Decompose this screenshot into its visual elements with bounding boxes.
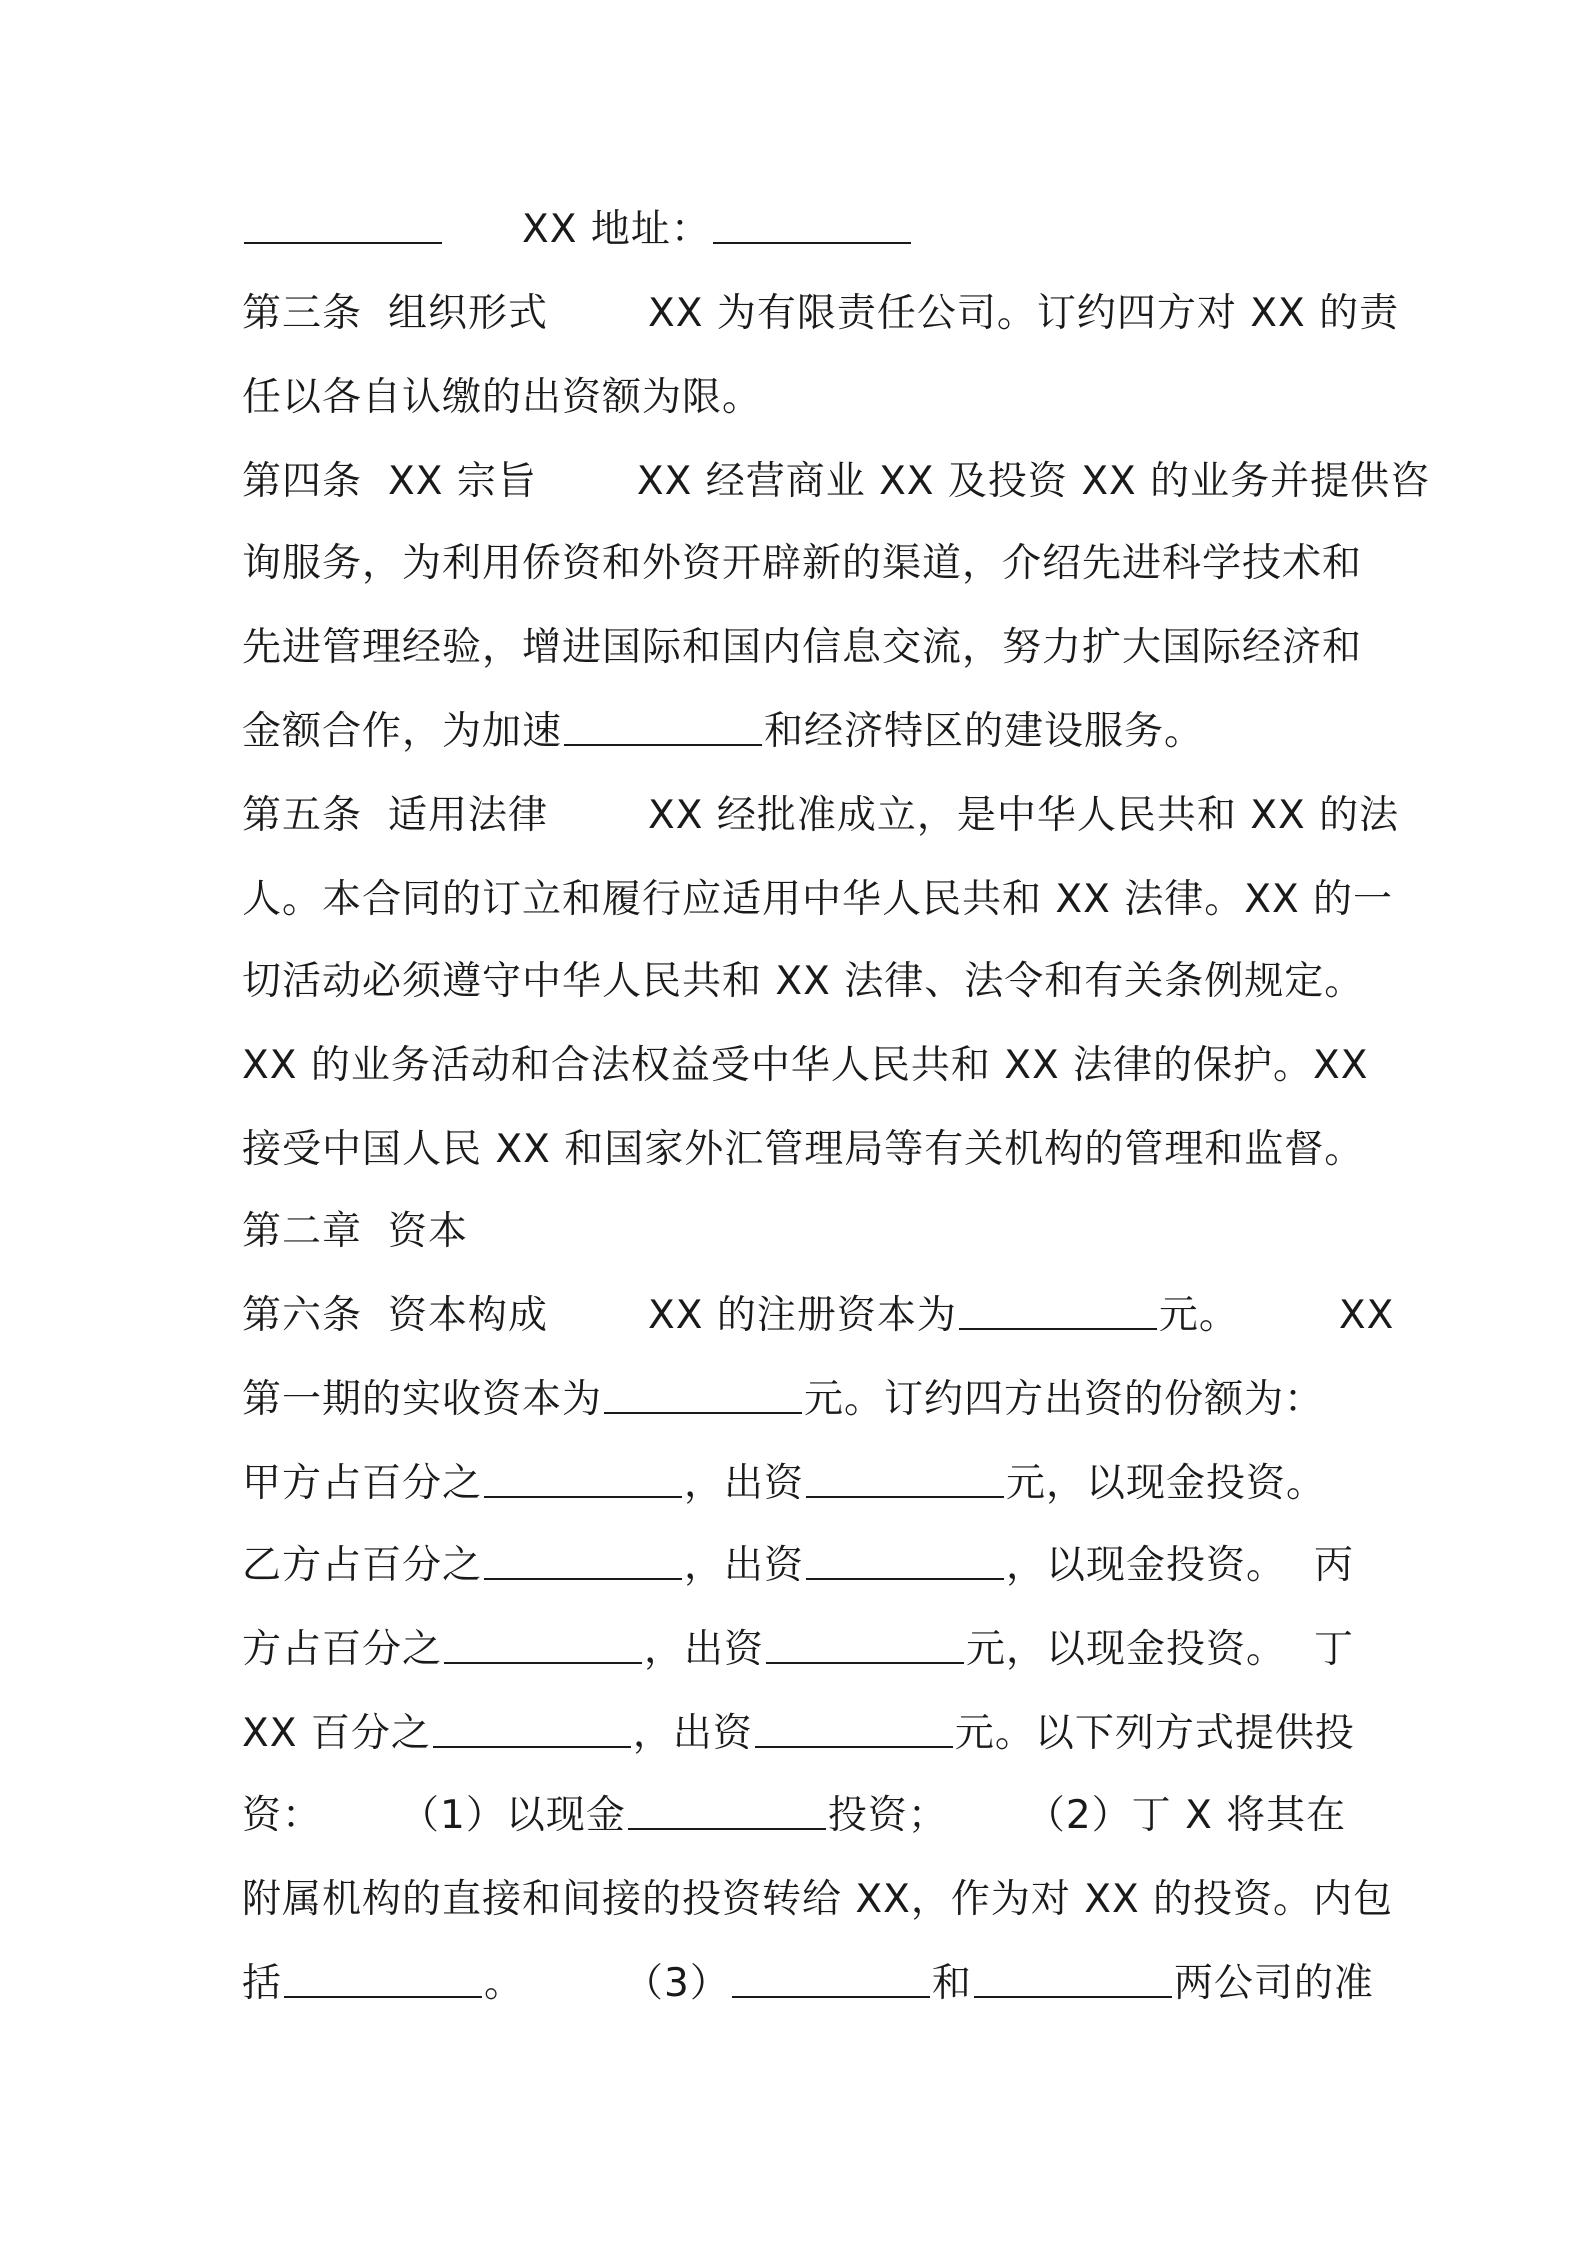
- blank-field[interactable]: [713, 206, 911, 244]
- text-segment: XX 为有限责任公司。订约四方对 XX 的责: [648, 291, 1400, 336]
- text-segment: 投资；: [827, 1793, 948, 1838]
- chapter-number: 第二章: [242, 1209, 363, 1254]
- blank-field[interactable]: [604, 1376, 802, 1414]
- text-segment: 括: [242, 1961, 283, 2006]
- party-c-line: [242, 1624, 1354, 1676]
- article-3-heading-line: [242, 288, 1400, 340]
- text-line: [242, 1874, 1394, 1926]
- text-segment: ，出资: [684, 1543, 805, 1588]
- article-4-heading-line: [242, 456, 1431, 508]
- text-segment: 附属机构的直接和间接的投资转给 XX，作为对 XX 的投资。内包: [242, 1877, 1394, 1922]
- article-number: 第四条: [242, 459, 363, 504]
- chapter-2-heading: [242, 1206, 1354, 1258]
- text-segment: 乙方占百分之: [242, 1543, 483, 1588]
- article-title: 组织形式: [388, 291, 549, 336]
- text-segment: XX 经营商业 XX 及投资 XX 的业务并提供咨: [636, 459, 1431, 504]
- article-title: 资本构成: [388, 1293, 549, 1338]
- text-segment: 两公司的准: [1173, 1961, 1374, 2006]
- text-segment: 切活动必须遵守中华人民共和 XX 法律、法令和有关条例规定。: [242, 959, 1365, 1004]
- text-segment: ，出资: [684, 1461, 805, 1506]
- text-line: [242, 956, 1365, 1008]
- text-segment: 资：: [242, 1793, 323, 1838]
- blank-field[interactable]: [732, 1960, 930, 1998]
- blank-field[interactable]: [564, 708, 762, 746]
- text-segment: （2）丁 X 将其在: [1025, 1793, 1347, 1838]
- text-segment: XX: [1338, 1293, 1395, 1338]
- text-segment: 元，以现金投资。: [966, 1627, 1287, 1672]
- text-segment: XX 地址：: [522, 207, 711, 252]
- text-segment: 先进管理经验，增进国际和国内信息交流，努力扩大国际经济和: [242, 625, 1363, 670]
- blank-field[interactable]: [244, 206, 442, 244]
- text-segment: 丙: [1313, 1543, 1354, 1588]
- blank-field[interactable]: [974, 1960, 1172, 1998]
- address-line: [242, 204, 1354, 256]
- text-segment: 元。以下列方式提供投: [954, 1711, 1355, 1756]
- text-segment: 接受中国人民 XX 和国家外汇管理局等有关机构的管理和监督。: [242, 1127, 1365, 1172]
- text-segment: XX 的注册资本为: [648, 1293, 957, 1338]
- text-segment: （1）以现金: [400, 1793, 626, 1838]
- blank-field[interactable]: [806, 1460, 1004, 1498]
- text-segment: 人。本合同的订立和履行应适用中华人民共和 XX 法律。XX 的一: [242, 877, 1394, 922]
- text-segment: 甲方占百分之: [242, 1461, 483, 1506]
- text-segment: 。: [484, 1961, 525, 2006]
- text-segment: 询服务，为利用侨资和外资开辟新的渠道，介绍先进科学技术和: [242, 541, 1363, 586]
- text-segment: 金额合作，为加速: [242, 709, 563, 754]
- party-b-line: [242, 1540, 1354, 1592]
- party-a-line: [242, 1458, 1354, 1510]
- blank-field[interactable]: [766, 1626, 964, 1664]
- text-segment: 和经济特区的建设服务。: [764, 709, 1205, 754]
- blank-field[interactable]: [484, 1460, 682, 1498]
- article-5-heading-line: [242, 790, 1400, 842]
- article-number: 第三条: [242, 291, 363, 336]
- text-line: [242, 538, 1363, 590]
- text-line: [242, 1958, 1374, 2010]
- text-line: [242, 706, 1354, 758]
- chapter-title: 资本: [388, 1209, 469, 1254]
- text-line: [242, 1124, 1365, 1176]
- text-segment: （3）: [624, 1961, 730, 2006]
- text-segment: 元。订约四方出资的份额为：: [804, 1377, 1325, 1422]
- text-line: [242, 874, 1394, 926]
- text-segment: ，出资: [632, 1711, 753, 1756]
- text-segment: 第一期的实收资本为: [242, 1377, 603, 1422]
- text-segment: 方占百分之: [242, 1627, 443, 1672]
- text-line: [242, 1374, 1354, 1426]
- article-number: 第五条: [242, 793, 363, 838]
- blank-field[interactable]: [959, 1292, 1157, 1330]
- text-segment: ，出资: [644, 1627, 765, 1672]
- article-6-heading-line: [242, 1290, 1395, 1342]
- blank-field[interactable]: [755, 1710, 953, 1748]
- article-title: XX 宗旨: [388, 459, 537, 504]
- blank-field[interactable]: [284, 1960, 482, 1998]
- text-segment: 和: [931, 1961, 972, 2006]
- blank-field[interactable]: [433, 1710, 631, 1748]
- investment-methods-line: [242, 1790, 1354, 1842]
- text-segment: 丁: [1313, 1627, 1354, 1672]
- text-segment: 任以各自认缴的出资额为限。: [242, 375, 763, 420]
- text-segment: XX 百分之: [242, 1711, 431, 1756]
- text-segment: 元，以现金投资。: [1006, 1461, 1327, 1506]
- text-segment: 元。: [1158, 1293, 1239, 1338]
- text-line: [242, 622, 1363, 674]
- blank-field[interactable]: [806, 1542, 1004, 1580]
- text-line: [242, 372, 1354, 424]
- text-segment: XX 的业务活动和合法权益受中华人民共和 XX 法律的保护。XX: [242, 1043, 1369, 1088]
- text-line: [242, 1040, 1369, 1092]
- blank-field[interactable]: [444, 1626, 642, 1664]
- blank-field[interactable]: [484, 1542, 682, 1580]
- blank-field[interactable]: [628, 1792, 826, 1830]
- article-number: 第六条: [242, 1293, 363, 1338]
- text-segment: ，以现金投资。: [1006, 1543, 1287, 1588]
- party-d-line: [242, 1708, 1354, 1760]
- article-title: 适用法律: [388, 793, 549, 838]
- text-segment: XX 经批准成立，是中华人民共和 XX 的法: [648, 793, 1400, 838]
